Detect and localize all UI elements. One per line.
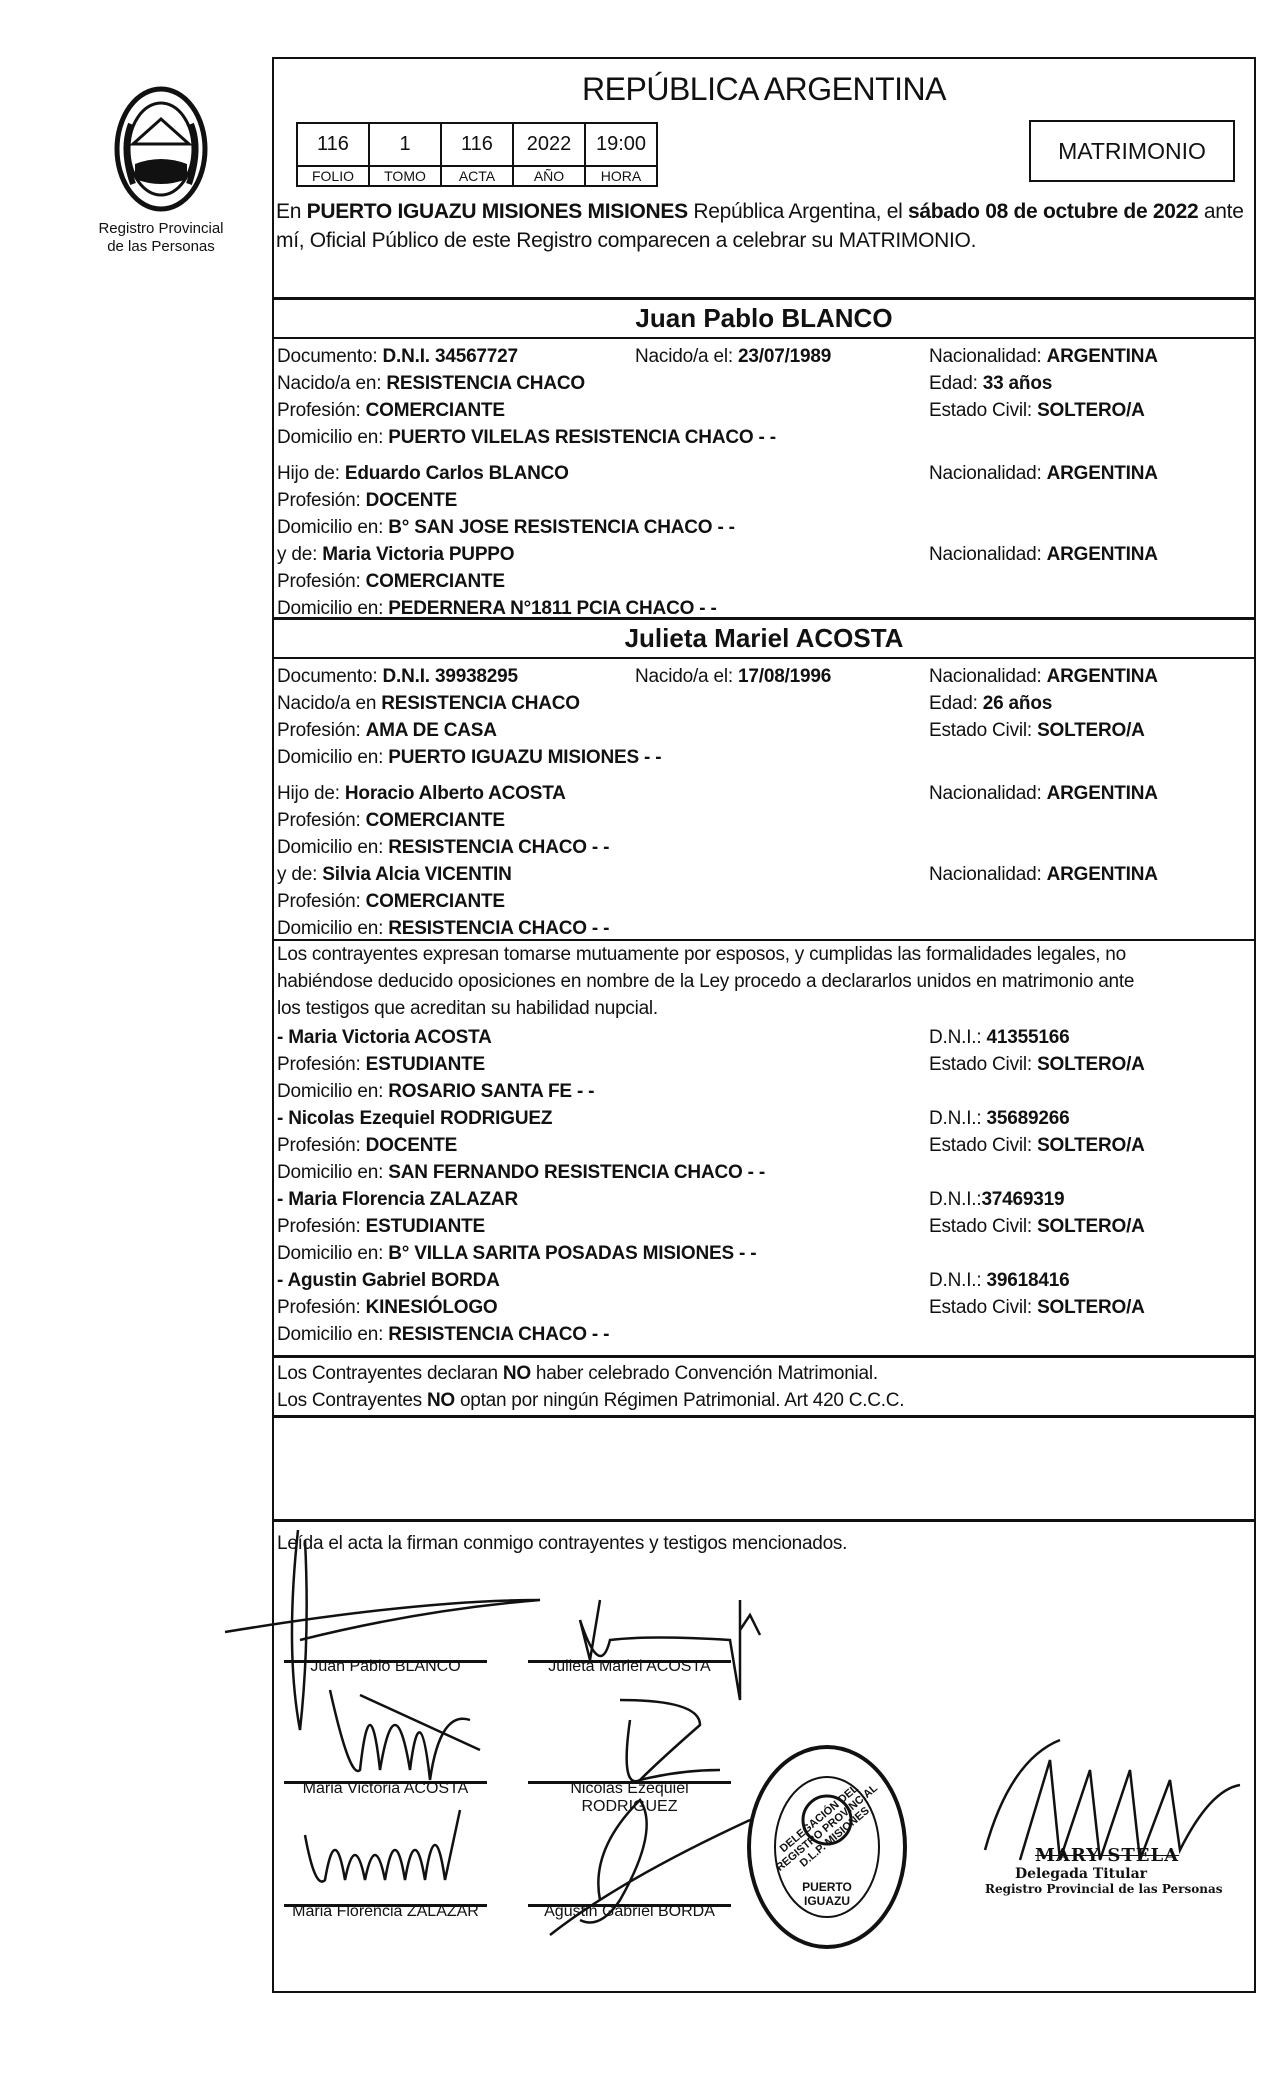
- field-value: KINESIÓLOGO: [365, 1297, 498, 1318]
- dni-value: 39618416: [986, 1270, 1070, 1291]
- signature-name-spouse-1: Juan Pablo BLANCO: [310, 1658, 461, 1675]
- convention-segment: Los Contrayentes: [277, 1390, 427, 1411]
- signature-witness-3: [305, 1810, 460, 1882]
- field-value: ARGENTINA: [1046, 783, 1158, 804]
- field-label: Domicilio en:: [277, 747, 389, 768]
- field-label: Nacido/a el:: [635, 346, 739, 367]
- field-label: Profesión:: [277, 1216, 366, 1237]
- closing-statement: Leída el acta la firman conmigo contrayentes y testigos mencionados.: [277, 1533, 848, 1554]
- official-name: MARY STELA: [1035, 1845, 1180, 1866]
- field-value: 23/07/1989: [738, 346, 832, 367]
- field-label: Domicilio en:: [277, 1243, 389, 1264]
- field-label: Domicilio en:: [277, 1162, 389, 1183]
- witness-name-text: - Maria Florencia ZALAZAR: [277, 1189, 518, 1210]
- signature-official: [985, 1740, 1240, 1860]
- field-value: RESISTENCIA CHACO - -: [388, 1324, 610, 1345]
- field-label: Domicilio en:: [277, 598, 389, 619]
- field-value: ARGENTINA: [1046, 544, 1158, 565]
- signature-name-witness-2: Nicolas Ezequiel RODRIGUEZ: [570, 1780, 689, 1815]
- signature-name-witness-3: Maria Florencia ZALAZAR: [292, 1903, 479, 1920]
- dni-label: D.N.I.:: [929, 1270, 987, 1291]
- field-value: COMERCIANTE: [365, 571, 505, 592]
- signature-spouse-2: [580, 1600, 760, 1700]
- dni-label: D.N.I.:: [929, 1108, 987, 1129]
- witness-name-text: - Agustin Gabriel BORDA: [277, 1270, 500, 1291]
- signature-name-witness-1: Maria Victoria ACOSTA: [302, 1780, 469, 1797]
- field-value: Eduardo Carlos BLANCO: [344, 463, 569, 484]
- field-value: D.N.I. 34567727: [382, 346, 518, 367]
- field-label: Nacido/a en:: [277, 373, 387, 394]
- field-label: Profesión:: [277, 720, 366, 741]
- field-value: PUERTO VILELAS RESISTENCIA CHACO - -: [388, 427, 776, 448]
- field-label: Nacionalidad:: [929, 864, 1047, 885]
- field-label: Estado Civil:: [929, 1054, 1038, 1075]
- stamp-inner-text: PUERTO IGUAZU: [802, 1880, 852, 1908]
- registry-caption-line2: de las Personas: [107, 238, 215, 255]
- stamp-outer-text: DELEGACIÓN DEL REGISTRO PROVINCIAL D.L.P. MISIONES: [773, 1782, 881, 1874]
- document-title: REPÚBLICA ARGENTINA: [582, 71, 946, 107]
- field-label: Domicilio en:: [277, 918, 389, 939]
- field-label: Domicilio en:: [277, 427, 389, 448]
- field-value: B° SAN JOSE RESISTENCIA CHACO - -: [388, 517, 735, 538]
- field-label: Domicilio en:: [277, 1324, 389, 1345]
- field-label: Estado Civil:: [929, 1135, 1038, 1156]
- record-tomo-value: 1: [369, 123, 441, 166]
- field-value: ARGENTINA: [1046, 864, 1158, 885]
- convention-segment: optan por ningún Régimen Patrimonial. Art 420 C.C.C.: [454, 1390, 905, 1411]
- field-value: SOLTERO/A: [1037, 1054, 1145, 1075]
- intro-segment: ante mí, Oficial Público de este Registro comparecen a celebrar su MATRIMONIO.: [276, 200, 1244, 252]
- record-folio-value: 116: [297, 123, 369, 166]
- field-value: PUERTO IGUAZU MISIONES - -: [388, 747, 662, 768]
- field-label: Nacionalidad:: [929, 463, 1047, 484]
- signature-name-spouse-2: Julieta Mariel ACOSTA: [548, 1658, 711, 1675]
- signature-witness-4: [550, 1800, 750, 1935]
- signature-witness-1: [330, 1690, 480, 1780]
- record-folio-label: FOLIO: [297, 166, 369, 186]
- field-label: Profesión:: [277, 490, 366, 511]
- registry-caption-line1: Registro Provincial: [98, 220, 224, 237]
- dni-label: D.N.I.:: [929, 1027, 987, 1048]
- convention-segment: NO: [502, 1363, 531, 1384]
- field-value: 17/08/1996: [738, 666, 832, 687]
- field-value: D.N.I. 39938295: [382, 666, 518, 687]
- field-label: Nacido/a en: [277, 693, 382, 714]
- field-label: Estado Civil:: [929, 720, 1038, 741]
- field-label: Estado Civil:: [929, 400, 1038, 421]
- signature-name-witness-4: Agustin Gabriel BORDA: [544, 1903, 715, 1920]
- field-value: DOCENTE: [365, 1135, 458, 1156]
- field-label: Domicilio en:: [277, 517, 389, 538]
- field-value: RESISTENCIA CHACO - -: [388, 837, 610, 858]
- field-value: 26 años: [982, 693, 1053, 714]
- spouse-1-name: Juan Pablo BLANCO: [635, 303, 893, 333]
- field-value: RESISTENCIA CHACO - -: [388, 918, 610, 939]
- field-label: Profesión:: [277, 571, 366, 592]
- field-label: Documento:: [277, 666, 383, 687]
- field-value: SOLTERO/A: [1037, 1297, 1145, 1318]
- record-acta-value: 116: [441, 123, 513, 166]
- field-label: y de:: [277, 864, 323, 885]
- field-label: Nacionalidad:: [929, 346, 1047, 367]
- field-value: SAN FERNANDO RESISTENCIA CHACO - -: [388, 1162, 765, 1183]
- field-value: ARGENTINA: [1046, 463, 1158, 484]
- field-value: Horacio Alberto ACOSTA: [344, 783, 566, 804]
- field-value: Silvia Alcia VICENTIN: [322, 864, 512, 885]
- field-label: Domicilio en:: [277, 837, 389, 858]
- field-label: Domicilio en:: [277, 1081, 389, 1102]
- field-value: SOLTERO/A: [1037, 1216, 1145, 1237]
- official-office: Registro Provincial de las Personas: [985, 1882, 1223, 1896]
- field-label: Profesión:: [277, 1135, 366, 1156]
- field-value: COMERCIANTE: [365, 400, 505, 421]
- field-label: Edad:: [929, 373, 983, 394]
- field-value: ARGENTINA: [1046, 346, 1158, 367]
- signature-spouse-1: [225, 1530, 540, 1730]
- record-hora-label: HORA: [585, 166, 657, 186]
- field-value: B° VILLA SARITA POSADAS MISIONES - -: [388, 1243, 757, 1264]
- field-value: ESTUDIANTE: [365, 1216, 486, 1237]
- field-value: SOLTERO/A: [1037, 1135, 1145, 1156]
- field-value: DOCENTE: [365, 490, 458, 511]
- field-label: y de:: [277, 544, 323, 565]
- record-tomo-label: TOMO: [369, 166, 441, 186]
- record-hora-value: 19:00: [585, 123, 657, 166]
- act-type-badge: MATRIMONIO: [1029, 120, 1235, 182]
- intro-segment: En: [276, 200, 307, 223]
- field-label: Profesión:: [277, 1054, 366, 1075]
- convention-segment: NO: [426, 1390, 455, 1411]
- field-value: ESTUDIANTE: [365, 1054, 486, 1075]
- intro-segment: República Argentina, el: [687, 200, 908, 223]
- spouse-2-name: Julieta Mariel ACOSTA: [624, 623, 904, 653]
- field-label: Profesión:: [277, 1297, 366, 1318]
- convention-segment: haber celebrado Convención Matrimonial.: [530, 1363, 878, 1384]
- field-value: ARGENTINA: [1046, 666, 1158, 687]
- dni-label: D.N.I.:: [929, 1189, 982, 1210]
- dni-value: 35689266: [986, 1108, 1070, 1129]
- field-label: Estado Civil:: [929, 1216, 1038, 1237]
- field-label: Profesión:: [277, 891, 366, 912]
- field-value: ROSARIO SANTA FE - -: [388, 1081, 595, 1102]
- signature-witness-2: [620, 1700, 720, 1781]
- declaration-line: Los contrayentes expresan tomarse mutuamente por esposos, y cumplidas las formalidades legales, no: [277, 944, 1126, 965]
- witness-name-text: - Nicolas Ezequiel RODRIGUEZ: [277, 1108, 553, 1129]
- field-label: Profesión:: [277, 810, 366, 831]
- dni-value: 41355166: [986, 1027, 1070, 1048]
- field-value: SOLTERO/A: [1037, 400, 1145, 421]
- intro-segment: sábado 08 de octubre de 2022: [907, 200, 1199, 223]
- field-label: Profesión:: [277, 400, 366, 421]
- field-label: Nacido/a el:: [635, 666, 739, 687]
- record-acta-label: ACTA: [441, 166, 513, 186]
- field-label: Nacionalidad:: [929, 666, 1047, 687]
- intro-segment: PUERTO IGUAZU MISIONES MISIONES: [306, 200, 688, 223]
- convention-segment: Los Contrayentes declaran: [277, 1363, 503, 1384]
- field-value: COMERCIANTE: [365, 810, 505, 831]
- record-año-value: 2022: [513, 123, 585, 166]
- field-label: Hijo de:: [277, 783, 345, 804]
- official-block: [985, 1845, 1223, 1896]
- official-role: Delegada Titular: [1015, 1866, 1148, 1882]
- field-label: Edad:: [929, 693, 983, 714]
- field-value: PEDERNERA N°1811 PCIA CHACO - -: [388, 598, 717, 619]
- declaration-line: los testigos que acreditan su habilidad nupcial.: [277, 998, 658, 1019]
- field-value: COMERCIANTE: [365, 891, 505, 912]
- field-value: 33 años: [982, 373, 1053, 394]
- field-value: SOLTERO/A: [1037, 720, 1145, 741]
- field-label: Documento:: [277, 346, 383, 367]
- field-value: RESISTENCIA CHACO: [381, 693, 580, 714]
- field-value: Maria Victoria PUPPO: [322, 544, 515, 565]
- witness-name-text: - Maria Victoria ACOSTA: [277, 1027, 492, 1048]
- field-value: AMA DE CASA: [365, 720, 497, 741]
- field-label: Nacionalidad:: [929, 544, 1047, 565]
- record-año-label: AÑO: [513, 166, 585, 186]
- dni-value: 37469319: [981, 1189, 1065, 1210]
- declaration-line: habiéndose deducido oposiciones en nombre de la Ley procedo a declararlos unidos en matrimonio ante: [277, 971, 1135, 992]
- field-label: Estado Civil:: [929, 1297, 1038, 1318]
- field-label: Nacionalidad:: [929, 783, 1047, 804]
- field-label: Hijo de:: [277, 463, 345, 484]
- field-value: RESISTENCIA CHACO: [386, 373, 585, 394]
